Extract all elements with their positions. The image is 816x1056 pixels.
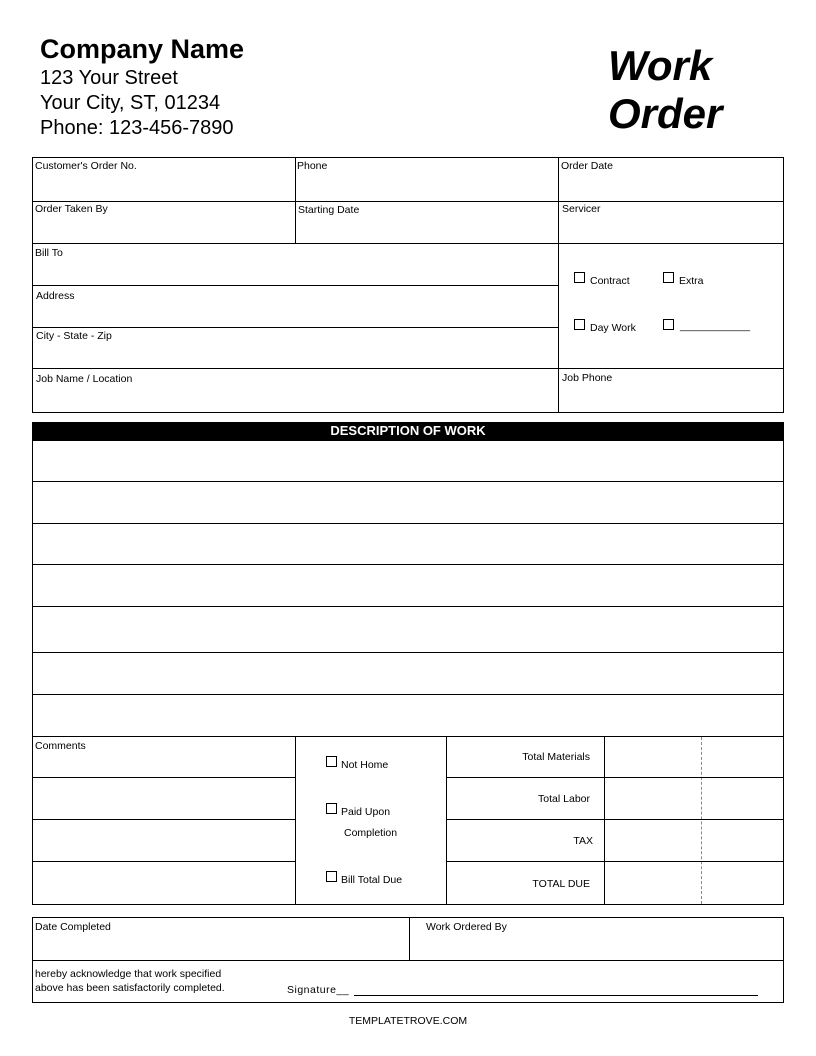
work-ordered-by-label: Work Ordered By — [426, 921, 507, 933]
total-due-label: TOTAL DUE — [532, 878, 590, 890]
address-field[interactable] — [33, 286, 558, 327]
total-materials-field[interactable] — [605, 737, 783, 777]
company-phone: Phone: 123-456-7890 — [40, 117, 234, 139]
description-row[interactable] — [33, 524, 783, 564]
date-completed-field[interactable] — [33, 918, 409, 960]
total-labor-label: Total Labor — [538, 793, 590, 805]
servicer-label: Servicer — [562, 203, 601, 215]
address-label: Address — [36, 290, 75, 302]
not-home-label: Not Home — [341, 759, 389, 771]
bill-total-due-label: Bill Total Due — [341, 874, 403, 886]
acknowledge-text-line1: hereby acknowledge that work specified — [35, 968, 222, 980]
description-row[interactable] — [33, 482, 783, 523]
total-materials-label: Total Materials — [522, 751, 590, 763]
contract-label: Contract — [590, 275, 630, 287]
description-row[interactable] — [33, 653, 783, 694]
day-work-label: Day Work — [590, 322, 636, 334]
order-date-label: Order Date — [561, 160, 613, 172]
bill-total-due-checkbox[interactable] — [326, 871, 337, 882]
bill-to-label: Bill To — [35, 247, 63, 259]
description-row[interactable] — [33, 607, 783, 652]
title-order: Order — [608, 90, 723, 137]
divider — [32, 960, 784, 961]
signature-label: Signature__ — [287, 984, 350, 996]
total-labor-field[interactable] — [605, 778, 783, 819]
customers-order-no-label: Customer's Order No. — [35, 160, 137, 172]
comments-field[interactable] — [33, 752, 295, 904]
description-row[interactable] — [33, 441, 783, 481]
signature-line[interactable] — [354, 995, 758, 996]
phone-field[interactable] — [296, 158, 558, 201]
bill-to-field[interactable] — [33, 244, 558, 285]
footer-website: TEMPLATETROVE.COM — [348, 1015, 468, 1027]
acknowledge-text-line2: above has been satisfactorily completed. — [35, 982, 225, 994]
completion-label: Completion — [344, 827, 398, 839]
description-header: DESCRIPTION OF WORK — [32, 422, 784, 440]
tax-field[interactable] — [605, 820, 783, 861]
job-phone-label: Job Phone — [562, 372, 613, 384]
starting-date-label: Starting Date — [298, 204, 360, 216]
other-checkbox[interactable] — [663, 319, 674, 330]
other-blank-line[interactable]: ____________ — [680, 320, 751, 332]
description-row[interactable] — [33, 695, 783, 736]
company-city: Your City, ST, 01234 — [40, 92, 221, 114]
extra-label: Extra — [679, 275, 704, 287]
total-due-field[interactable] — [605, 862, 783, 904]
title-work: Work — [608, 42, 713, 89]
not-home-checkbox[interactable] — [326, 756, 337, 767]
paid-upon-label: Paid Upon — [341, 806, 391, 818]
divider — [295, 736, 296, 905]
contract-checkbox[interactable] — [574, 272, 585, 283]
company-street: 123 Your Street — [40, 67, 178, 89]
comments-label: Comments — [35, 740, 86, 752]
description-row[interactable] — [33, 565, 783, 606]
extra-checkbox[interactable] — [663, 272, 674, 283]
phone-label: Phone — [297, 160, 328, 172]
order-taken-by-label: Order Taken By — [35, 203, 108, 215]
company-name: Company Name — [40, 34, 245, 64]
city-state-zip-label: City - State - Zip — [36, 330, 112, 342]
tax-label: TAX — [573, 835, 593, 847]
day-work-checkbox[interactable] — [574, 319, 585, 330]
date-completed-label: Date Completed — [35, 921, 111, 933]
work-ordered-by-field[interactable] — [410, 918, 783, 960]
job-name-location-label: Job Name / Location — [36, 373, 133, 385]
paid-upon-completion-checkbox[interactable] — [326, 803, 337, 814]
